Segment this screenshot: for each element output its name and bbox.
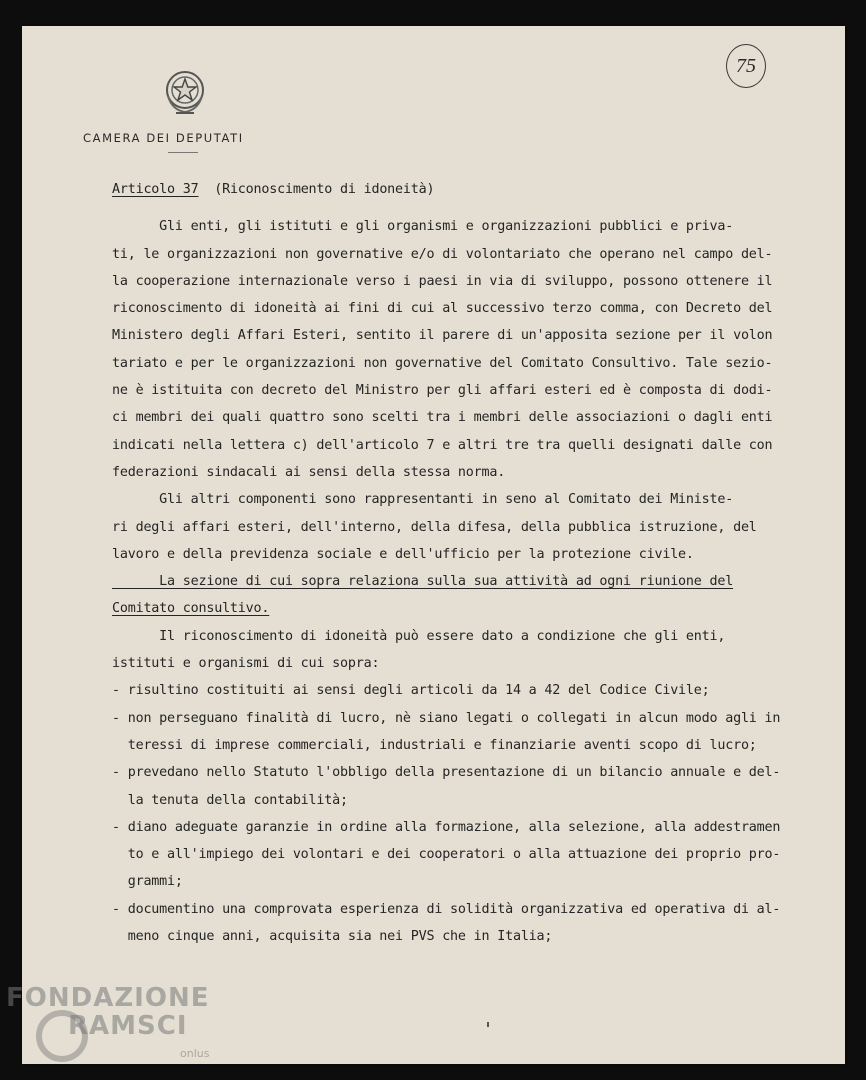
list-item: - prevedano nello Statuto l'obbligo della presentazione di un bilancio annuale e del- <box>112 765 781 781</box>
watermark <box>6 983 210 1060</box>
text-line: lavoro e della previdenza sociale e dell'ufficio per la protezione civile. <box>112 546 694 562</box>
list-item-continuation: teressi di imprese commerciali, industriali e finanziarie aventi scopo di lucro; <box>112 737 757 753</box>
text-line: tariato e per le organizzazioni non governative del Comitato Consultivo. Tale sezio- <box>112 355 773 371</box>
ink-mark <box>487 1022 489 1027</box>
list-item: - non perseguano finalità di lucro, nè siano legati o collegati in alcun modo agli in <box>112 710 781 726</box>
italian-republic-emblem-icon <box>162 66 208 120</box>
text-line: ci membri dei quali quattro sono scelti tra i membri delle associazioni o dagli enti <box>112 410 773 426</box>
underlined-line: La sezione di cui sopra relaziona sulla sua attività ad ogni riunione del <box>112 574 734 590</box>
header-divider <box>168 152 198 153</box>
text-line: ri degli affari esteri, dell'interno, della difesa, della pubblica istruzione, del <box>112 519 757 535</box>
list-item-continuation: grammi; <box>112 874 183 890</box>
text-line: Ministero degli Affari Esteri, sentito il parere di un'apposita sezione per il volon <box>112 328 773 344</box>
page-number: 75 <box>726 44 766 88</box>
watermark-line-1: FONDAZIONE <box>6 983 210 1013</box>
list-item: - diano adeguate garanzie in ordine alla formazione, alla selezione, alla addestramen <box>112 819 781 835</box>
article-heading <box>112 176 784 203</box>
text-line: riconoscimento di idoneità ai fini di cui al successivo terzo comma, con Decreto del <box>112 301 773 317</box>
list-item-continuation: la tenuta della contabilità; <box>112 792 348 808</box>
document-body <box>112 176 784 950</box>
list-item: - risultino costituiti ai sensi degli articoli da 14 a 42 del Codice Civile; <box>112 683 710 699</box>
institution-name: CAMERA DEI DEPUTATI <box>83 131 244 145</box>
text-line: ne è istituita con decreto del Ministro per gli affari esteri ed è composta di dodi- <box>112 383 773 399</box>
text-line: indicati nella lettera c) dell'articolo 7 e altri tre tra quelli designati dalle con <box>112 437 773 453</box>
article-title: (Riconoscimento di idoneità) <box>214 182 435 197</box>
list-item-continuation: meno cinque anni, acquisita sia nei PVS che in Italia; <box>112 929 553 945</box>
underlined-line: Comitato consultivo. <box>112 601 270 617</box>
text-line: ti, le organizzazioni non governative e/o di volontariato che operano nel campo del- <box>112 246 773 262</box>
text-line: Gli altri componenti sono rappresentanti in seno al Comitato dei Ministe- <box>112 492 734 508</box>
list-item: - documentino una comprovata esperienza di solidità organizzativa ed operativa di al- <box>112 901 781 917</box>
article-label: Articolo 37 <box>112 182 199 197</box>
list-item-continuation: to e all'impiego dei volontari e dei cooperatori o alla attuazione dei proprio pro- <box>112 847 781 863</box>
watermark-line-2: RAMSCI <box>68 1011 188 1041</box>
watermark-line-3: onlus <box>180 1047 210 1060</box>
text-line: Il riconoscimento di idoneità può essere dato a condizione che gli enti, <box>112 628 726 644</box>
text-line: federazioni sindacali ai sensi della stessa norma. <box>112 464 506 480</box>
text-line: istituti e organismi di cui sopra: <box>112 656 380 672</box>
text-line: Gli enti, gli istituti e gli organismi e organizzazioni pubblici e priva- <box>112 219 734 235</box>
text-line: la cooperazione internazionale verso i paesi in via di sviluppo, possono ottenere il <box>112 273 773 289</box>
